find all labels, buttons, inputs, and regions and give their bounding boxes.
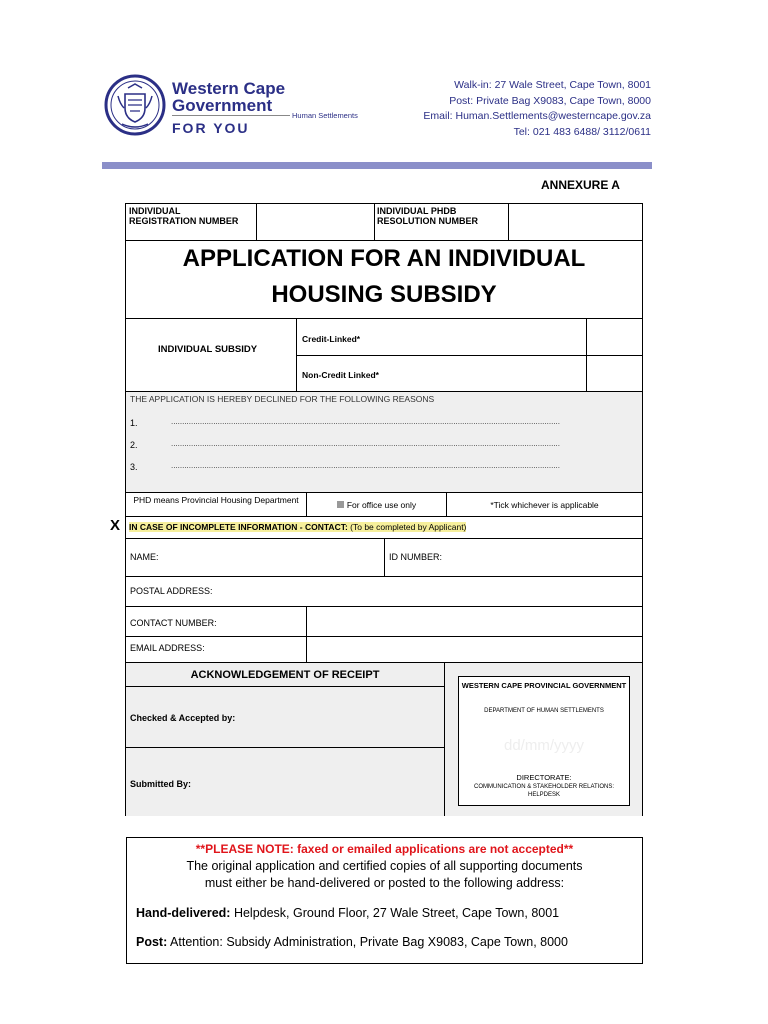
checked-accepted-label: Checked & Accepted by:	[130, 713, 236, 723]
reason-1-number: 1.	[130, 418, 138, 428]
postal-row	[126, 576, 642, 606]
contact-block	[423, 78, 651, 140]
incomplete-heading-sub: (To be completed by Applicant)	[347, 522, 467, 532]
email-row	[126, 636, 642, 662]
declined-heading: THE APPLICATION IS HEREBY DECLINED FOR THE FOLLOWING REASONS	[130, 394, 435, 404]
postal-address-label: POSTAL ADDRESS:	[130, 586, 213, 596]
annexure-label: ANNEXURE A	[541, 178, 620, 192]
hand-delivered-address: Helpdesk, Ground Floor, 27 Wale Street, Cape Town, 8001	[230, 906, 560, 920]
stamp-directorate: DIRECTORATE:	[516, 773, 572, 782]
phdb-number-label: INDIVIDUAL PHDB RESOLUTION NUMBER	[374, 204, 508, 240]
incomplete-heading-text: IN CASE OF INCOMPLETE INFORMATION - CONTACT:	[129, 522, 348, 532]
note-hand-delivered	[136, 905, 641, 921]
phdb-number-field[interactable]	[508, 204, 642, 240]
credit-linked-cell	[296, 319, 586, 355]
logo-department: Human Settlements	[292, 111, 358, 120]
phd-note: PHD means Provincial Housing Department	[133, 495, 299, 505]
name-row	[126, 538, 642, 576]
logo-line-government: Government	[172, 96, 273, 115]
id-number-label: ID NUMBER:	[389, 552, 443, 562]
email-address-label: EMAIL ADDRESS:	[130, 643, 205, 653]
office-use-text: For office use only	[346, 500, 417, 510]
acknowledgement-section	[126, 662, 444, 816]
walk-in-address: Walk-in: 27 Wale Street, Cape Town, 8001	[454, 79, 651, 91]
non-credit-linked-label: Non-Credit Linked*	[302, 370, 379, 380]
declined-section	[126, 391, 642, 492]
header-divider-bar	[102, 162, 652, 169]
form-title-line2: HOUSING SUBSIDY	[271, 281, 497, 308]
incomplete-info-heading	[129, 521, 466, 533]
hand-delivered-label: Hand-delivered:	[136, 906, 231, 920]
reason-2-line[interactable]: ...............................................................................................................................................................................	[171, 439, 560, 448]
contact-number-row	[126, 606, 642, 636]
non-credit-linked-tick-box[interactable]	[586, 355, 642, 392]
stamp-communication: COMMUNICATION & STAKEHOLDER RELATIONS: HELPDESK	[473, 784, 614, 798]
note-warning: **PLEASE NOTE: faxed or emailed applications are not accepted**	[195, 842, 574, 856]
form-title	[126, 240, 642, 318]
acknowledgement-heading: ACKNOWLEDGEMENT OF RECEIPT	[126, 663, 444, 687]
email-address-field[interactable]	[306, 637, 642, 663]
tick-star: *	[490, 500, 494, 510]
registration-number-label: INDIVIDUAL REGISTRATION NUMBER	[129, 206, 239, 226]
reason-2-number: 2.	[130, 440, 138, 450]
contact-number-label: CONTACT NUMBER:	[130, 618, 217, 628]
individual-subsidy-label: INDIVIDUAL SUBSIDY	[158, 344, 258, 355]
telephone: Tel: 021 483 6488/ 3112/0611	[513, 125, 651, 138]
post-label: Post:	[136, 935, 168, 949]
logo-you: YOU	[213, 120, 250, 136]
x-mark: X	[110, 517, 121, 534]
id-number-cell	[384, 539, 642, 576]
name-field[interactable]	[186, 539, 382, 576]
reason-1-line[interactable]: ...............................................................................................................................................................................	[171, 417, 560, 426]
contact-number-field[interactable]	[306, 607, 642, 637]
form-title-line1: APPLICATION FOR AN INDIVIDUAL	[182, 245, 586, 272]
government-logo	[104, 74, 374, 144]
logo-for-you	[172, 120, 250, 136]
reason-3-number: 3.	[130, 462, 138, 472]
logo-for: FOR	[172, 120, 208, 136]
postal-address: Post: Private Bag X9083, Cape Town, 8000	[449, 94, 651, 107]
logo-line-western-cape: Western Cape	[172, 79, 286, 98]
registration-number-field[interactable]	[256, 204, 374, 240]
note-post	[136, 934, 641, 950]
office-use-note	[306, 493, 446, 517]
tick-note-text: Tick whichever is applicable	[493, 500, 599, 510]
ack-divider	[126, 747, 444, 748]
stamp-date-placeholder[interactable]: dd/mm/yyyy	[503, 737, 584, 754]
subsidy-section	[126, 318, 642, 391]
submission-note	[126, 837, 643, 964]
credit-linked-label: Credit-Linked*	[302, 334, 361, 344]
official-stamp	[458, 676, 630, 806]
footnote-row	[126, 492, 642, 517]
name-label: NAME:	[130, 552, 159, 562]
tick-note	[446, 493, 642, 517]
post-address: Attention: Subsidy Administration, Private Bag X9083, Cape Town, 8000	[167, 935, 568, 949]
note-line1: The original application and certified copies of all supporting documents	[186, 859, 583, 873]
non-credit-linked-cell	[296, 355, 586, 392]
note-line2: must either be hand-delivered or posted to the following address:	[204, 876, 565, 890]
credit-linked-tick-box[interactable]	[586, 319, 642, 355]
stamp-department: DEPARTMENT OF HUMAN SETTLEMENTS	[484, 708, 604, 714]
coat-of-arms-icon	[104, 74, 166, 136]
reason-3-line[interactable]: ...............................................................................................................................................................................	[171, 461, 560, 470]
email-address: Email: Human.Settlements@westerncape.gov.za	[423, 110, 651, 122]
stamp-government: WESTERN CAPE PROVINCIAL GOVERNMENT	[461, 681, 627, 690]
grey-swatch-icon	[337, 501, 344, 508]
logo-divider	[172, 115, 290, 116]
submitted-by-label: Submitted By:	[130, 779, 192, 789]
